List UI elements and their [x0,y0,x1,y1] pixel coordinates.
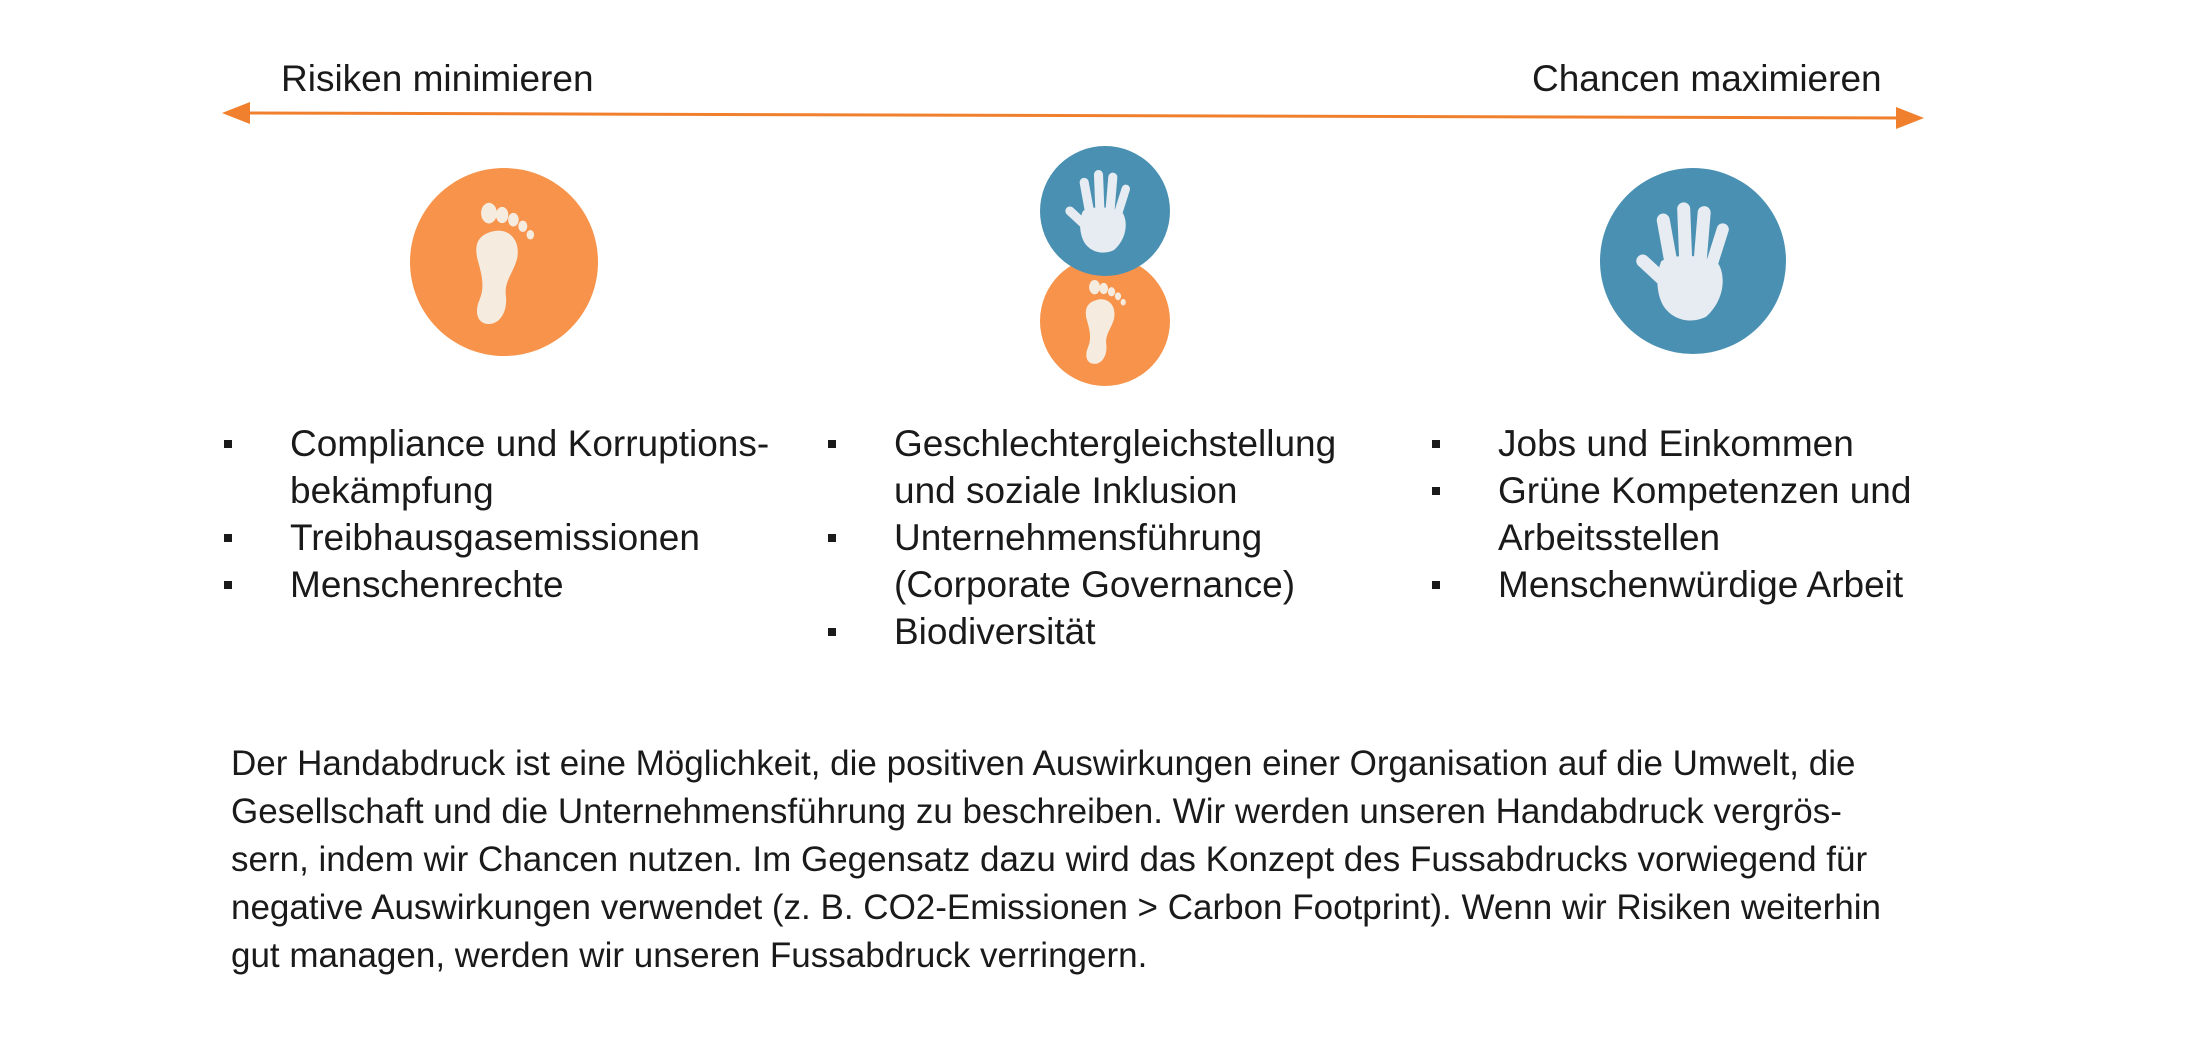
opportunity-topics-column [1432,420,1992,608]
list-item-line: Arbeitsstellen [1498,517,1721,558]
list-item-line: Treibhausgasemissionen [290,517,700,558]
description-line: sern, indem wir Chancen nutzen. Im Gegensatz dazu wird das Konzept des Fussabdrucks vorwiegend für [231,840,1868,879]
list-item-line: Jobs und Einkommen [1498,423,1854,464]
list-item-line: Unternehmensführung [894,517,1263,558]
list-item-line: Menschenwürdige Arbeit [1498,564,1904,605]
handprint-circle-right [1600,168,1786,354]
list-item-line: Biodiversität [894,611,1096,652]
list-item [828,420,1388,514]
arrow-head-right [1896,107,1924,129]
list-item-line: Menschenrechte [290,564,564,605]
list-item [224,561,784,608]
list-item-line: bekämpfung [290,470,494,511]
description-line: Gesellschaft und die Unternehmensführung zu beschreiben. Wir werden unseren Handabdruck vergrös- [231,792,1842,831]
arrow-head-left [222,102,250,124]
list-item [224,514,784,561]
description-line: negative Auswirkungen verwendet (z. B. CO2-Emissionen > Carbon Footprint). Wenn wir Risiken weiterhin [231,888,1881,927]
list-item [828,514,1388,608]
risk-opportunity-arrow [0,0,2200,140]
handprint-circle-middle [1040,146,1170,276]
list-item-line: Grüne Kompetenzen und [1498,470,1912,511]
opportunity-label: Chancen maximieren [1532,58,1882,99]
list-item [1432,561,1992,608]
list-item-line: Compliance und Korruptions- [290,423,770,464]
list-item-line: (Corporate Governance) [894,564,1296,605]
description-line: gut managen, werden wir unseren Fussabdruck verringern. [231,936,1148,975]
handprint-icon [1040,146,1170,276]
handprint-icon [1600,168,1786,354]
list-item [1432,420,1992,467]
risk-label: Risiken minimieren [281,58,594,99]
list-item [828,608,1388,655]
footprint-circle-left [410,168,598,356]
list-item [1432,467,1992,561]
description-paragraph [231,740,2031,980]
description-line: Der Handabdruck ist eine Möglichkeit, die positiven Auswirkungen einer Organisation auf die Umwelt, die [231,744,1856,783]
list-item [224,420,784,514]
footprint-icon [410,168,598,356]
risk-topics-column [224,420,784,608]
mixed-topics-column [828,420,1388,655]
list-item-line: Geschlechtergleichstellung [894,423,1337,464]
list-item-line: und soziale Inklusion [894,470,1238,511]
arrow-line [238,113,1908,118]
